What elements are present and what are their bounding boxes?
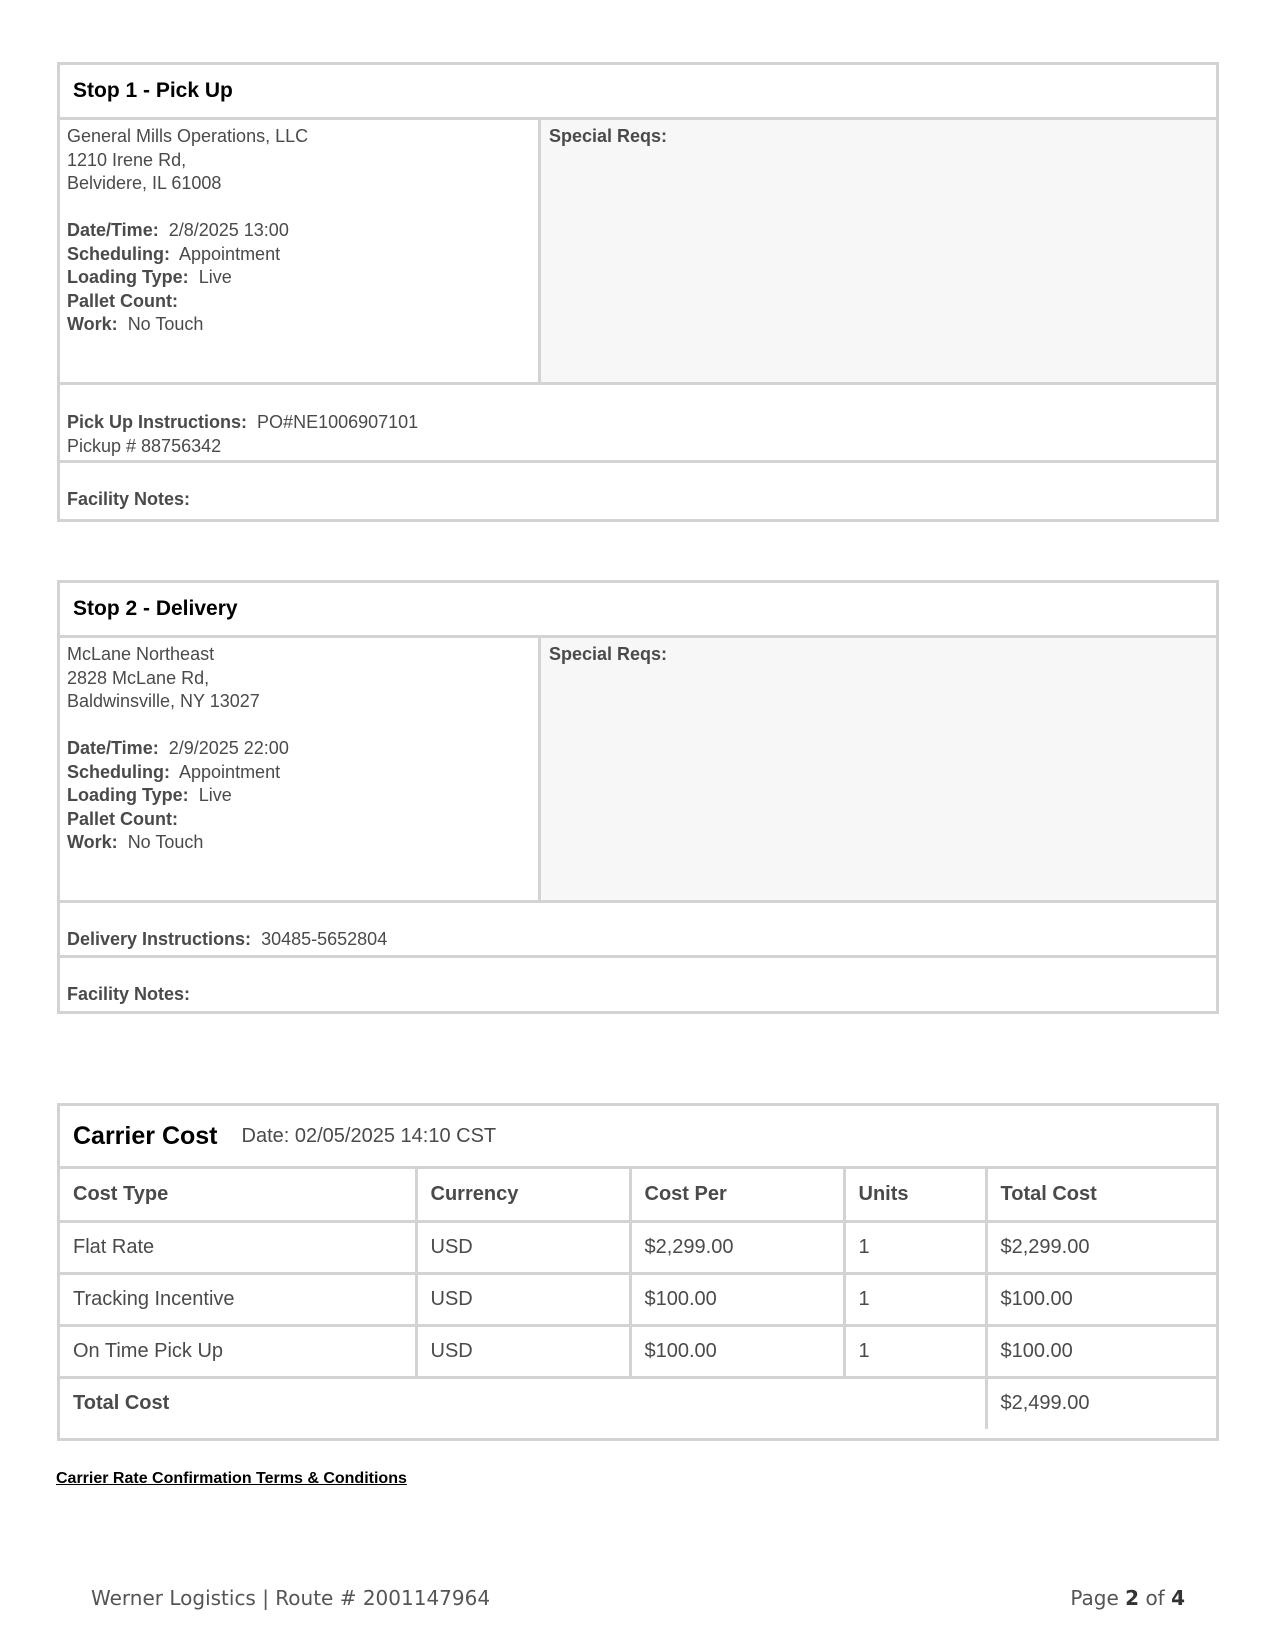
column-header: Total Cost: [986, 1169, 1216, 1221]
page-of: of: [1145, 1586, 1165, 1610]
pickup-number: Pickup # 88756342: [67, 436, 222, 456]
carrier-cost-header: [60, 1106, 1216, 1169]
table-cell: On Time Pick Up: [60, 1325, 416, 1377]
stop-1-facility-notes: Facility Notes:: [67, 489, 191, 509]
footer-route-info: Werner Logistics | Route # 2001147964: [91, 1586, 491, 1610]
table-cell: Flat Rate: [60, 1221, 416, 1273]
table-cell: 1: [844, 1221, 986, 1273]
stop-2-scheduling-row: [67, 761, 538, 785]
stop-2-work: No Touch: [127, 832, 204, 852]
table-cell: $2,299.00: [630, 1221, 844, 1273]
work-label: Work:: [67, 314, 118, 334]
table-row: [60, 1273, 1216, 1325]
stop-2-facility-notes: Facility Notes:: [67, 984, 191, 1004]
work-label: Work:: [67, 832, 118, 852]
stop-1-work: No Touch: [127, 314, 204, 334]
stop-1-instructions: [60, 385, 1216, 463]
carrier-cost-section: [57, 1103, 1219, 1441]
scheduling-label: Scheduling:: [67, 243, 170, 264]
carrier-cost-date: Date: 02/05/2025 14:10 CST: [241, 1124, 497, 1147]
table-cell: $2,299.00: [986, 1221, 1216, 1273]
stop-1-work-row: [67, 313, 538, 337]
loading-type-label: Loading Type:: [67, 785, 189, 805]
table-cell: $100.00: [986, 1325, 1216, 1377]
stop-2-datetime: 2/9/2025 22:00: [168, 738, 289, 758]
pickup-instructions-value: PO#NE1006907101: [257, 412, 419, 432]
stop-2-facility-name: McLane Northeast: [67, 644, 215, 664]
stop-2-street: 2828 McLane Rd,: [67, 667, 210, 688]
stop-2-title: Stop 2 - Delivery: [60, 583, 1216, 638]
stop-2-loading-row: [67, 784, 538, 808]
stop-1-datetime: 2/8/2025 13:00: [168, 220, 289, 240]
pallet-count-label: Pallet Count:: [67, 290, 178, 311]
total-row: [60, 1377, 1216, 1429]
stop-1-loading-row: [67, 266, 538, 290]
stop-2-work-row: [67, 831, 538, 855]
carrier-cost-table: [60, 1169, 1216, 1429]
table-cell: $100.00: [986, 1273, 1216, 1325]
special-reqs-label: Special Reqs:: [549, 644, 668, 664]
stop-1-scheduling: Appointment: [179, 243, 281, 264]
stop-1-details: [60, 120, 541, 382]
stop-2-pallet-row: [67, 808, 538, 832]
page-number: [1070, 1586, 1185, 1610]
stop-1-facility-name: General Mills Operations, LLC: [67, 126, 309, 146]
table-cell: 1: [844, 1325, 986, 1377]
table-cell: $100.00: [630, 1325, 844, 1377]
stop-1-body: [60, 120, 1216, 385]
datetime-label: Date/Time:: [67, 220, 159, 240]
stop-1-title: Stop 1 - Pick Up: [60, 65, 1216, 120]
table-cell: USD: [416, 1325, 630, 1377]
column-header: Cost Per: [630, 1169, 844, 1221]
pallet-count-label: Pallet Count:: [67, 808, 178, 829]
stop-1-datetime-row: [67, 219, 538, 243]
page-current: 2: [1125, 1586, 1140, 1610]
table-row: [60, 1221, 1216, 1273]
table-header-row: [60, 1169, 1216, 1221]
table-cell: $100.00: [630, 1273, 844, 1325]
stop-1-street: 1210 Irene Rd,: [67, 149, 187, 170]
stop-2-body: [60, 638, 1216, 903]
table-cell: USD: [416, 1273, 630, 1325]
stop-1-loading-type: Live: [198, 267, 232, 287]
total-cost-label: Total Cost: [60, 1377, 986, 1429]
delivery-instructions-label: Delivery Instructions:: [67, 929, 252, 949]
stop-2-instructions: [60, 903, 1216, 958]
loading-type-label: Loading Type:: [67, 267, 189, 287]
page-word: Page: [1070, 1586, 1119, 1610]
special-reqs-label: Special Reqs:: [549, 126, 668, 146]
stop-1-pallet-row: [67, 290, 538, 314]
datetime-label: Date/Time:: [67, 738, 159, 758]
delivery-instructions-value: 30485-5652804: [261, 929, 388, 949]
stop-2-scheduling: Appointment: [179, 761, 281, 782]
table-cell: USD: [416, 1221, 630, 1273]
column-header: Cost Type: [60, 1169, 416, 1221]
column-header: Currency: [416, 1169, 630, 1221]
stop-1-city: Belvidere, IL 61008: [67, 173, 222, 193]
stop-2-section: [57, 580, 1219, 1014]
stop-2-city: Baldwinsville, NY 13027: [67, 691, 260, 711]
table-row: [60, 1325, 1216, 1377]
terms-conditions-link[interactable]: Carrier Rate Confirmation Terms & Conditions: [56, 1470, 407, 1487]
stop-1-section: [57, 62, 1219, 522]
column-header: Units: [844, 1169, 986, 1221]
table-cell: Tracking Incentive: [60, 1273, 416, 1325]
total-cost-value: $2,499.00: [986, 1377, 1216, 1429]
stop-2-loading-type: Live: [198, 785, 232, 805]
stop-2-special-reqs: [541, 638, 1216, 900]
page-total: 4: [1171, 1586, 1185, 1610]
stop-1-scheduling-row: [67, 243, 538, 267]
stop-2-datetime-row: [67, 737, 538, 761]
pickup-instructions-label: Pick Up Instructions:: [67, 412, 248, 432]
carrier-cost-title: Carrier Cost: [73, 1121, 218, 1150]
stop-1-special-reqs: [541, 120, 1216, 382]
stop-2-details: [60, 638, 541, 900]
table-cell: 1: [844, 1273, 986, 1325]
scheduling-label: Scheduling:: [67, 761, 170, 782]
